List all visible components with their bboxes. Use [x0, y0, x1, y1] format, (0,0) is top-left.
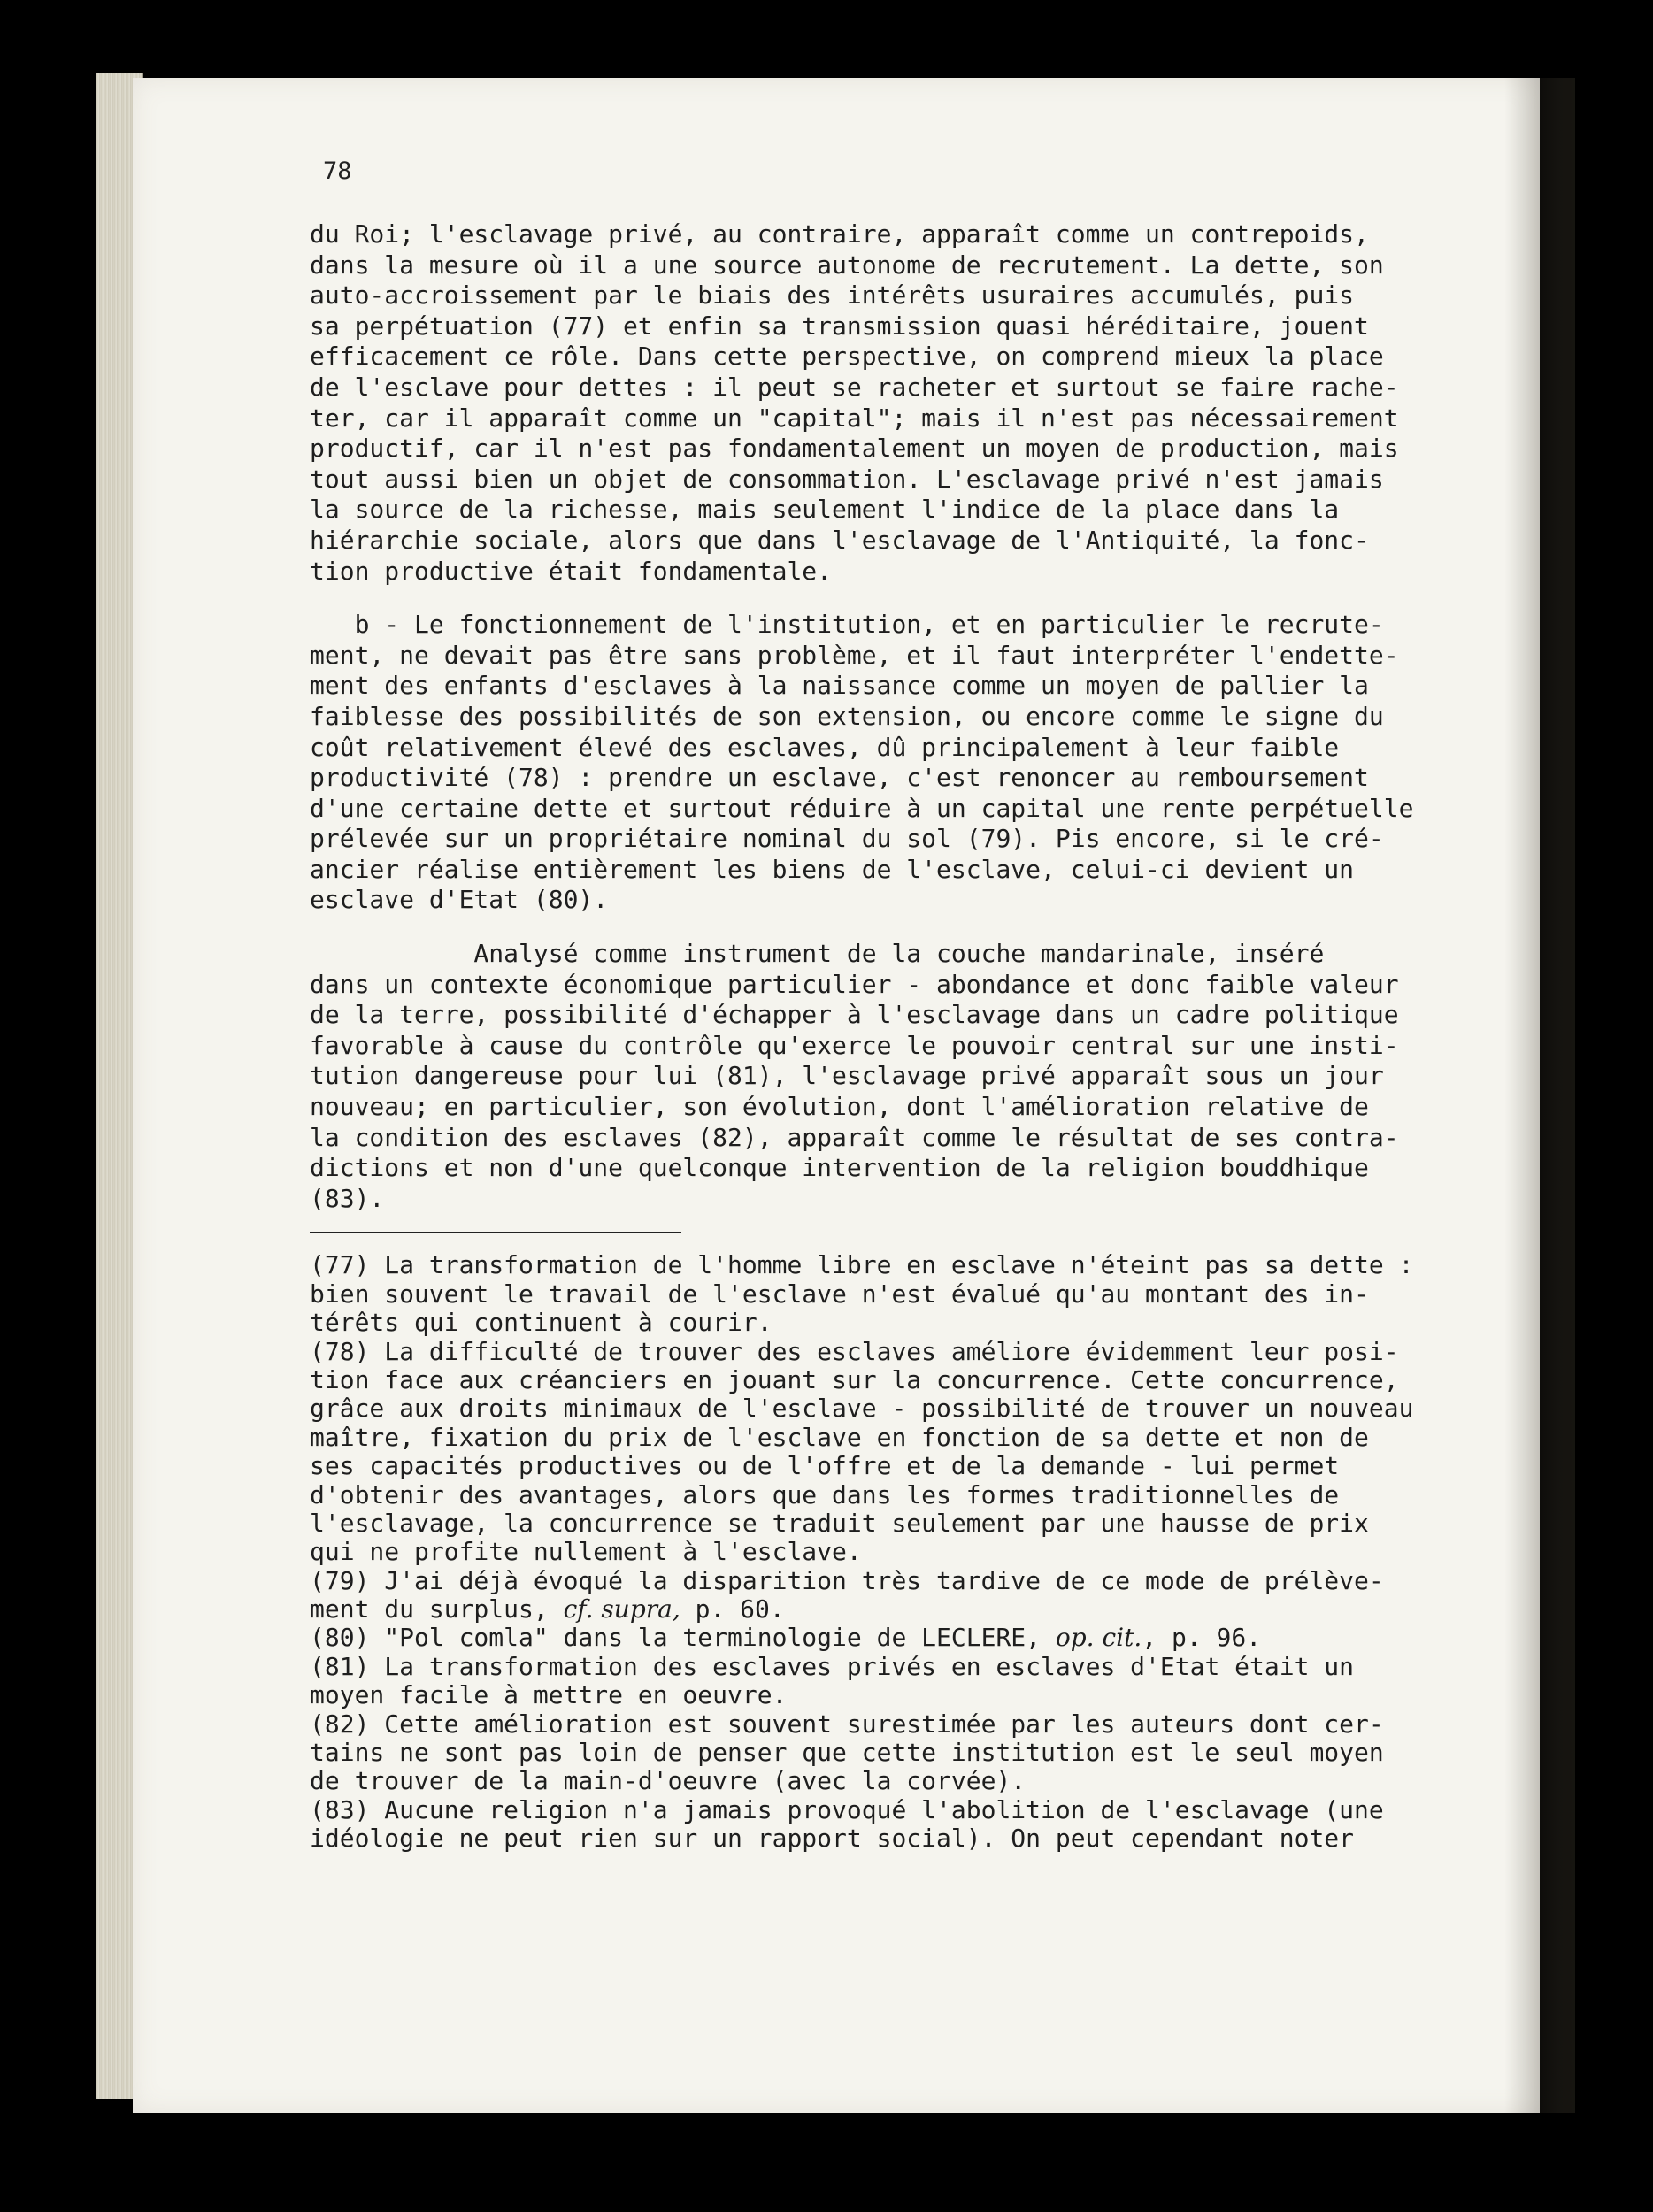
text-line: hiérarchie sociale, alors que dans l'esclavage de l'Antiquité, la fonc- [310, 525, 1369, 555]
footnote-line: d'obtenir des avantages, alors que dans les formes traditionnelles de [310, 1479, 1340, 1509]
text-line: faiblesse des possibilités de son extension, ou encore comme le signe du [310, 701, 1384, 731]
footnote-line: de trouver de la main-d'oeuvre (avec la corvée). [310, 1766, 1026, 1796]
footnote-line [310, 1595, 1451, 1624]
footnote-line: (78) La difficulté de trouver des esclaves améliore évidemment leur posi- [310, 1336, 1399, 1366]
footnote-line [310, 1624, 1451, 1652]
footnote-line: (81) La transformation des esclaves privés en esclaves d'Etat était un [310, 1651, 1355, 1681]
footnote-line: grâce aux droits minimaux de l'esclave - possibilité de trouver un nouveau [310, 1394, 1414, 1424]
text-line: de l'esclave pour dettes : il peut se racheter et surtout se faire rache- [310, 372, 1399, 402]
text-line: esclave d'Etat (80). [310, 885, 609, 915]
paragraph-gap [310, 916, 1451, 939]
text-line: tution dangereuse pour lui (81), l'esclavage privé apparaît sous un jour [310, 1061, 1384, 1091]
footnote-text: ment du surplus, [310, 1594, 564, 1624]
main-text [310, 219, 1451, 1214]
footnote-separator [310, 1232, 681, 1233]
page-number: 78 [323, 157, 352, 185]
text-line: dictions et non d'une quelconque intervention de la religion bouddhique [310, 1153, 1369, 1183]
footnote-line: maître, fixation du prix de l'esclave en fonction de sa dette et non de [310, 1422, 1369, 1452]
footnote-82 [310, 1710, 1451, 1796]
footnote-line: térêts qui continuent à courir. [310, 1308, 773, 1338]
footnote-line: idéologie ne peut rien sur un rapport social). On peut cependant noter [310, 1824, 1355, 1854]
text-line: dans la mesure où il a une source autonome de recrutement. La dette, son [310, 250, 1384, 280]
footnote-line: l'esclavage, la concurrence se traduit seulement par une hausse de prix [310, 1508, 1369, 1538]
text-line: (83). [310, 1183, 385, 1213]
text-line: ment, ne devait pas être sans problème, et il faut interpréter l'endette- [310, 640, 1399, 670]
text-line: la source de la richesse, mais seulement l'indice de la place dans la [310, 495, 1340, 525]
footnote-line: bien souvent le travail de l'esclave n'est évalué qu'au montant des in- [310, 1279, 1369, 1309]
footnote-line: ses capacités productives ou de l'offre et de la demande - lui permet [310, 1451, 1340, 1481]
footnote-text: p. 60. [680, 1594, 785, 1624]
footnote-81 [310, 1653, 1451, 1710]
footnote-text: (80) "Pol comla" dans la terminologie de LECLERE, [310, 1623, 1056, 1653]
text-line: tout aussi bien un objet de consommation. L'esclavage privé n'est jamais [310, 464, 1384, 494]
text-line: auto-accroissement par le biais des intérêts usuraires accumulés, puis [310, 280, 1355, 311]
text-line: sa perpétuation (77) et enfin sa transmission quasi héréditaire, jouent [310, 311, 1369, 341]
footnote-text: , p. 96. [1142, 1623, 1262, 1653]
text-line: d'une certaine dette et surtout réduire à un capital une rente perpétuelle [310, 793, 1414, 823]
text-line: ment des enfants d'esclaves à la naissance comme un moyen de pallier la [310, 671, 1369, 701]
footnote-line: qui ne profite nullement à l'esclave. [310, 1537, 862, 1567]
footnote-citation: op. cit. [1055, 1623, 1142, 1653]
paragraph-gap [310, 587, 1451, 610]
text-line: ancier réalise entièrement les biens de l'esclave, celui-ci devient un [310, 854, 1355, 884]
footnote-77 [310, 1251, 1451, 1337]
footnote-79 [310, 1567, 1451, 1624]
footnote-line: (77) La transformation de l'homme libre en esclave n'éteint pas sa dette : [310, 1250, 1414, 1280]
text-line: du Roi; l'esclavage privé, au contraire, apparaît comme un contrepoids, [310, 219, 1369, 249]
footnote-78 [310, 1338, 1451, 1567]
text-line: productif, car il n'est pas fondamentalement un moyen de production, mais [310, 434, 1399, 464]
footnote-83 [310, 1796, 1451, 1854]
text-line: de la terre, possibilité d'échapper à l'esclavage dans un cadre politique [310, 1000, 1399, 1030]
text-line: ter, car il apparaît comme un "capital"; mais il n'est pas nécessairement [310, 403, 1399, 433]
footnote-line: (82) Cette amélioration est souvent surestimée par les auteurs dont cer- [310, 1709, 1384, 1739]
footnote-line: (79) J'ai déjà évoqué la disparition très tardive de ce mode de prélève- [310, 1565, 1384, 1595]
text-line: nouveau; en particulier, son évolution, dont l'amélioration relative de [310, 1092, 1369, 1122]
text-line: coût relativement élevé des esclaves, dû principalement à leur faible [310, 732, 1340, 762]
text-line: b - Le fonctionnement de l'institution, et en particulier le recrute- [310, 610, 1384, 640]
text-line: dans un contexte économique particulier - abondance et donc faible valeur [310, 969, 1399, 999]
text-line: prélevée sur un propriétaire nominal du sol (79). Pis encore, si le cré- [310, 824, 1384, 854]
text-line: Analysé comme instrument de la couche mandarinale, inséré [310, 939, 1325, 969]
page-body [310, 219, 1451, 1854]
text-line: favorable à cause du contrôle qu'exerce le pouvoir central sur une insti- [310, 1030, 1399, 1060]
footnotes [310, 1251, 1451, 1853]
text-line: productivité (78) : prendre un esclave, c'est renoncer au remboursement [310, 763, 1369, 793]
footnote-line: moyen facile à mettre en oeuvre. [310, 1680, 788, 1710]
text-line: tion productive était fondamentale. [310, 556, 833, 586]
text-line: la condition des esclaves (82), apparaît comme le résultat de ses contra- [310, 1122, 1399, 1152]
footnote-line: (83) Aucune religion n'a jamais provoqué l'abolition de l'esclavage (une [310, 1794, 1384, 1824]
footnote-citation: cf. supra, [563, 1594, 680, 1624]
binding-shadow [1504, 78, 1575, 2113]
text-line: efficacement ce rôle. Dans cette perspective, on comprend mieux la place [310, 342, 1384, 372]
footnote-80 [310, 1624, 1451, 1652]
footnote-line: tion face aux créanciers en jouant sur la concurrence. Cette concurrence, [310, 1364, 1399, 1394]
footnote-line: tains ne sont pas loin de penser que cette institution est le seul moyen [310, 1738, 1384, 1768]
